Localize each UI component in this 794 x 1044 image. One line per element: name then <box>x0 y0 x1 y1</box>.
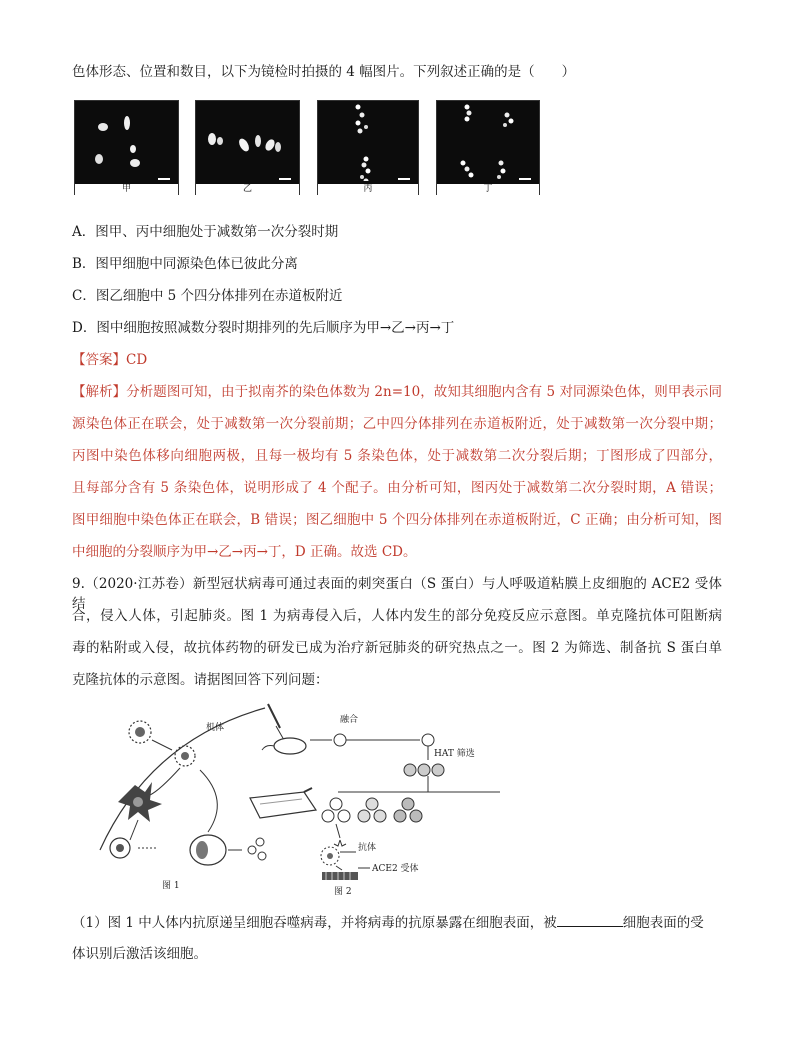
q8-option-c: C．图乙细胞中 5 个四分体排列在赤道板附近 <box>72 288 343 304</box>
micrograph-bing <box>317 100 419 195</box>
figure2-label-antibody: 抗体 <box>358 843 377 853</box>
q9-stem-line-1: 9.（2020·江苏卷）新型冠状病毒可通过表面的刺突蛋白（S 蛋白）与人呼吸道粘膜上皮细胞的 ACE2 受体结 <box>72 576 722 612</box>
q9-stem-line-3: 毒的粘附或入侵，故抗体药物的研发已成为治疗新冠肺炎的研究热点之一。图 2 为筛选、制备抗 S 蛋白单 <box>72 640 722 656</box>
answer-blank[interactable] <box>557 912 623 927</box>
q8-analysis-line-1: 【解析】分析题图可知，由于拟南芥的染色体数为 2n=10，故知其细胞内含有 5 对同源染色体，则甲表示同 <box>72 384 722 400</box>
micrograph-yi-image <box>196 101 299 181</box>
answer-label: 【答案】 <box>72 352 126 368</box>
figure2-label-fusion: 融合 <box>340 715 359 725</box>
micrograph-caption: 丙 <box>318 184 418 195</box>
micrograph-bing-image <box>318 101 418 181</box>
q8-answer <box>72 350 147 370</box>
q8-stem: 色体形态、位置和数目，以下为镜检时拍摄的 4 幅图片。下列叙述正确的是（ ） <box>72 64 576 80</box>
sub1-text-before: （1）图 1 中人体内抗原递呈细胞吞噬病毒，并将病毒的抗原暴露在细胞表面，被 <box>72 915 557 931</box>
q8-option-b: B．图甲细胞中同源染色体已彼此分离 <box>72 256 298 272</box>
figure1-caption: 图 1 <box>162 881 180 891</box>
q8-analysis-line-6: 中细胞的分裂顺序为甲→乙→丙→丁，D 正确。故选 CD。 <box>72 544 417 560</box>
micrograph-yi <box>195 100 300 195</box>
micrograph-ding <box>436 100 540 195</box>
figure2-label-hat: HAT 筛选 <box>434 749 475 759</box>
sub1-text-after: 细胞表面的受 <box>622 915 704 931</box>
figure2-label-receptor: ACE2 受体 <box>372 864 419 874</box>
q9-figure-svg <box>90 700 690 895</box>
q8-analysis-line-5: 图甲细胞中染色体正在联会，B 错误；图乙细胞中 5 个四分体排列在赤道板附近，C 正确；由分析可知，图 <box>72 512 722 528</box>
q8-analysis-line-3: 丙图中染色体移向细胞两极，且每一极均有 5 条染色体，处于减数第二次分裂后期；丁图形成了四部分， <box>72 448 722 464</box>
q8-option-d: D．图中细胞按照减数分裂时期排列的先后顺序为甲→乙→丙→丁 <box>72 320 455 336</box>
q8-option-a: A．图甲、丙中细胞处于减数第一次分裂时期 <box>72 224 339 240</box>
q8-analysis-line-4: 且每部分含有 5 条染色体，说明形成了 4 个配子。由分析可知，图丙处于减数第二次分裂时期，A 错误； <box>72 480 722 496</box>
micrograph-jia <box>74 100 179 195</box>
micrograph-caption: 甲 <box>75 184 178 195</box>
figure2-caption: 图 2 <box>334 887 352 895</box>
answer-value: CD <box>126 352 148 368</box>
micrograph-ding-image <box>437 101 539 181</box>
q9-sub1-line-1 <box>72 912 704 933</box>
q8-analysis-line-2: 源染色体正在联会，处于减数第一次分裂前期；乙中四分体排列在赤道板附近，处于减数第一次分裂中期； <box>72 416 722 432</box>
culture-flask <box>250 788 316 818</box>
figure1-diagram <box>100 708 266 891</box>
q9-figures <box>90 700 690 895</box>
micrograph-caption: 丁 <box>437 184 539 195</box>
q9-stem-line-2: 合，侵入人体，引起肺炎。图 1 为病毒侵入后，人体内发生的部分免疫反应示意图。单克隆抗体可阻断病 <box>72 608 722 624</box>
figure1-label-body: 机体 <box>206 723 225 733</box>
micrograph-jia-image <box>75 101 178 181</box>
q9-stem-line-4: 克隆抗体的示意图。请据图回答下列问题： <box>72 672 329 688</box>
micrograph-caption: 乙 <box>196 184 299 195</box>
q9-sub1-line-2: 体识别后激活该细胞。 <box>72 946 207 962</box>
figure2-diagram <box>250 704 500 895</box>
